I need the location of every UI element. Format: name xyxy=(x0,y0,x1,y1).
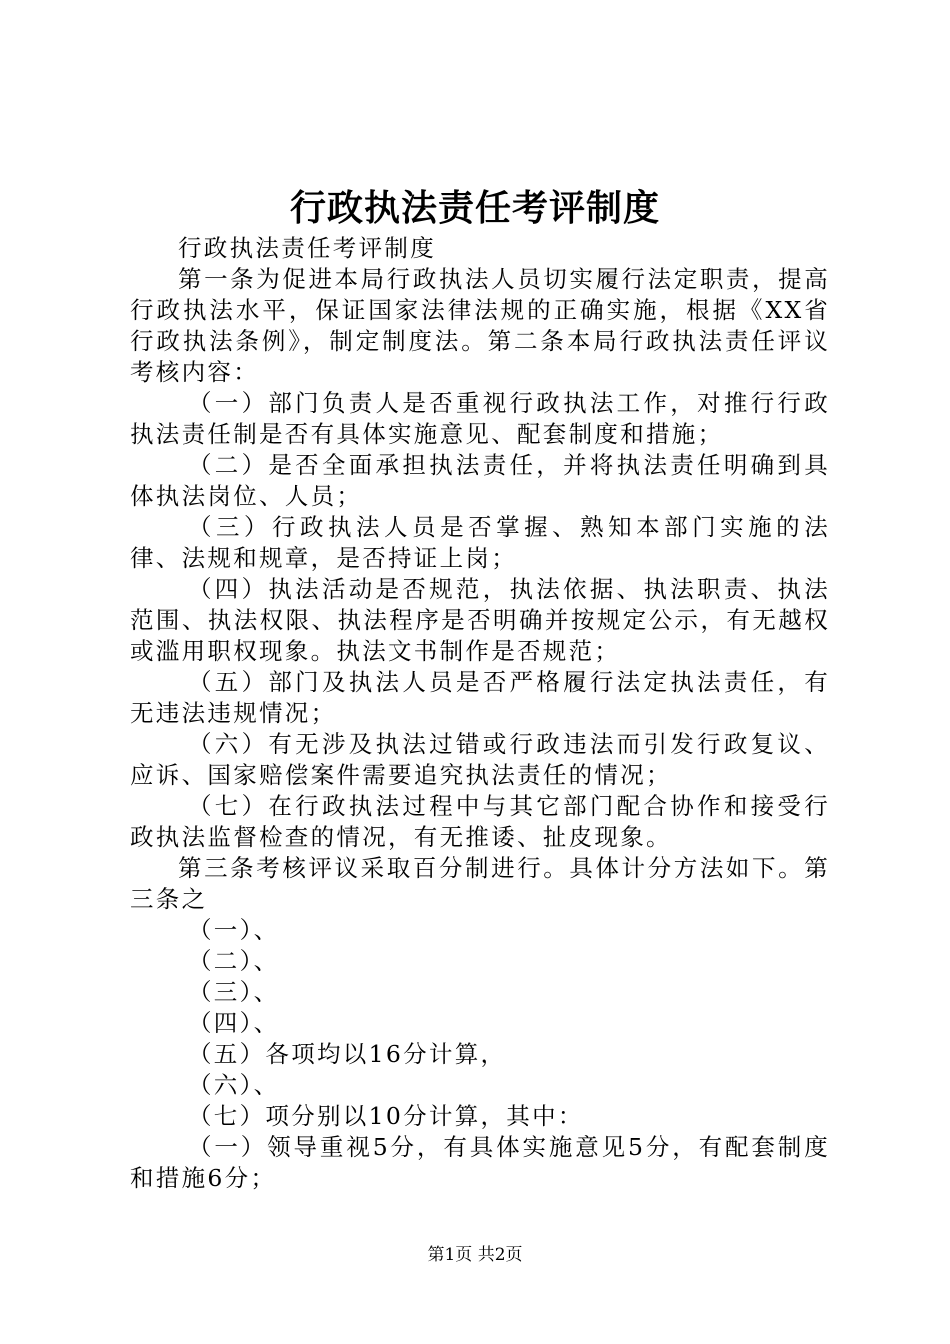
body-paragraph-item-2: （二）是否全面承担执法责任，并将执法责任明确到具体执法岗位、人员； xyxy=(130,451,830,510)
body-paragraph-sub-5: （五）各项均以16分计算， xyxy=(188,1040,507,1068)
body-paragraph-item-1: （一）部门负责人是否重视行政执法工作，对推行行政执法责任制是否有具体实施意见、配套制度和措施； xyxy=(130,389,830,448)
body-paragraph-sub-1: （一）、 xyxy=(188,916,280,944)
body-paragraph-subtitle: 行政执法责任考评制度 xyxy=(178,234,436,262)
body-paragraph-article-1: 第一条为促进本局行政执法人员切实履行法定职责，提高行政执法水平，保证国家法律法规的正确实施，根据《XX省行政执法条例》，制定制度法。第二条本局行政执法责任评议考核内容： xyxy=(130,265,830,386)
body-paragraph-sub-2: （二）、 xyxy=(188,947,280,975)
document-title: 行政执法责任考评制度 xyxy=(289,187,660,229)
body-paragraph-sub-4: （四）、 xyxy=(188,1009,280,1037)
page-footer: 第1页 共2页 xyxy=(427,1245,523,1265)
body-paragraph-sub-7: （七）项分别以10分计算，其中： xyxy=(188,1102,584,1130)
body-paragraph-article-3: 第三条考核评议采取百分制进行。具体计分方法如下。第三条之 xyxy=(130,854,830,913)
body-paragraph-scoring-1: （一）领导重视5分，有具体实施意见5分，有配套制度和措施6分； xyxy=(130,1133,830,1192)
body-paragraph-item-6: （六）有无涉及执法过错或行政违法而引发行政复议、应诉、国家赔偿案件需要追究执法责任的情况； xyxy=(130,730,830,789)
body-paragraph-item-3: （三）行政执法人员是否掌握、熟知本部门实施的法律、法规和规章，是否持证上岗； xyxy=(130,513,830,572)
body-paragraph-sub-3: （三）、 xyxy=(188,978,280,1006)
body-paragraph-item-4: （四）执法活动是否规范，执法依据、执法职责、执法范围、执法权限、执法程序是否明确并按规定公示，有无越权或滥用职权现象。执法文书制作是否规范； xyxy=(130,575,830,665)
body-paragraph-sub-6: （六）、 xyxy=(188,1071,280,1099)
body-paragraph-item-7: （七）在行政执法过程中与其它部门配合协作和接受行政执法监督检查的情况，有无推诿、扯皮现象。 xyxy=(130,792,830,851)
body-paragraph-item-5: （五）部门及执法人员是否严格履行法定执法责任，有无违法违规情况； xyxy=(130,668,830,727)
document-body xyxy=(130,233,830,1194)
